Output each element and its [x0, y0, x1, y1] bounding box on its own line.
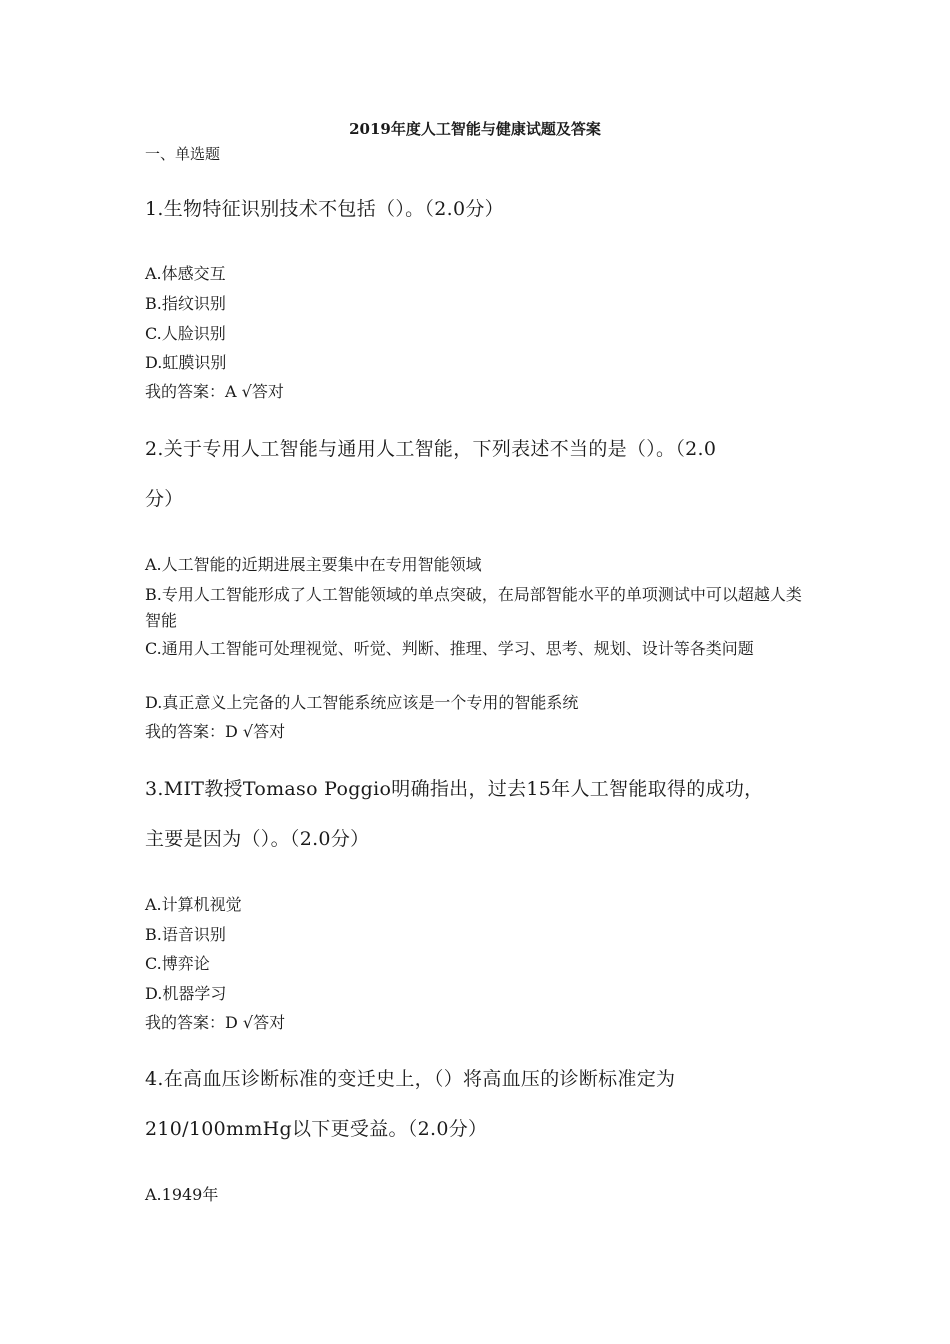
question-3-option-b: B.语音识别: [145, 925, 226, 944]
question-1-option-b: B.指纹识别: [145, 294, 226, 313]
section-heading: 一、单选题: [145, 145, 221, 163]
question-2-stem: 2.关于专用人工智能与通用人工智能，下列表述不当的是（）。（2.0 分）: [145, 438, 717, 510]
question-3-option-d: D.机器学习: [145, 984, 227, 1003]
question-4-stem: 4.在高血压诊断标准的变迁史上，（）将高血压的诊断标准定为 210/100mmHg以下更受益。（2.0分）: [145, 1068, 676, 1140]
question-2-option-d: D.真正意义上完备的人工智能系统应该是一个专用的智能系统: [145, 693, 579, 712]
question-3-option-c: C.博弈论: [145, 954, 210, 973]
question-3-option-a: A.计算机视觉: [145, 895, 242, 914]
question-1-option-a: A.体感交互: [145, 264, 226, 283]
question-2-option-b: B.专用人工智能形成了人工智能领域的单点突破，在局部智能水平的单项测试中可以超越人类智能: [145, 585, 802, 630]
question-2-option-a: A.人工智能的近期进展主要集中在专用智能领域: [145, 555, 482, 574]
question-2-answer: 我的答案：D √答对: [145, 722, 286, 741]
question-2-option-c: C.通用人工智能可处理视觉、听觉、判断、推理、学习、思考、规划、设计等各类问题: [145, 639, 754, 658]
question-1-option-d: D.虹膜识别: [145, 353, 227, 372]
document-title: 2019年度人工智能与健康试题及答案: [349, 120, 601, 138]
question-1-answer: 我的答案：A √答对: [145, 382, 284, 401]
question-1-option-c: C.人脸识别: [145, 324, 226, 343]
question-3-stem: 3.MIT教授Tomaso Poggio明确指出，过去15年人工智能取得的成功， 主要是因为（）。（2.0分）: [145, 778, 764, 850]
question-1-stem: 1.生物特征识别技术不包括（）。（2.0分）: [145, 198, 504, 220]
question-4-option-a: A.1949年: [145, 1185, 219, 1204]
question-3-answer: 我的答案：D √答对: [145, 1013, 286, 1032]
